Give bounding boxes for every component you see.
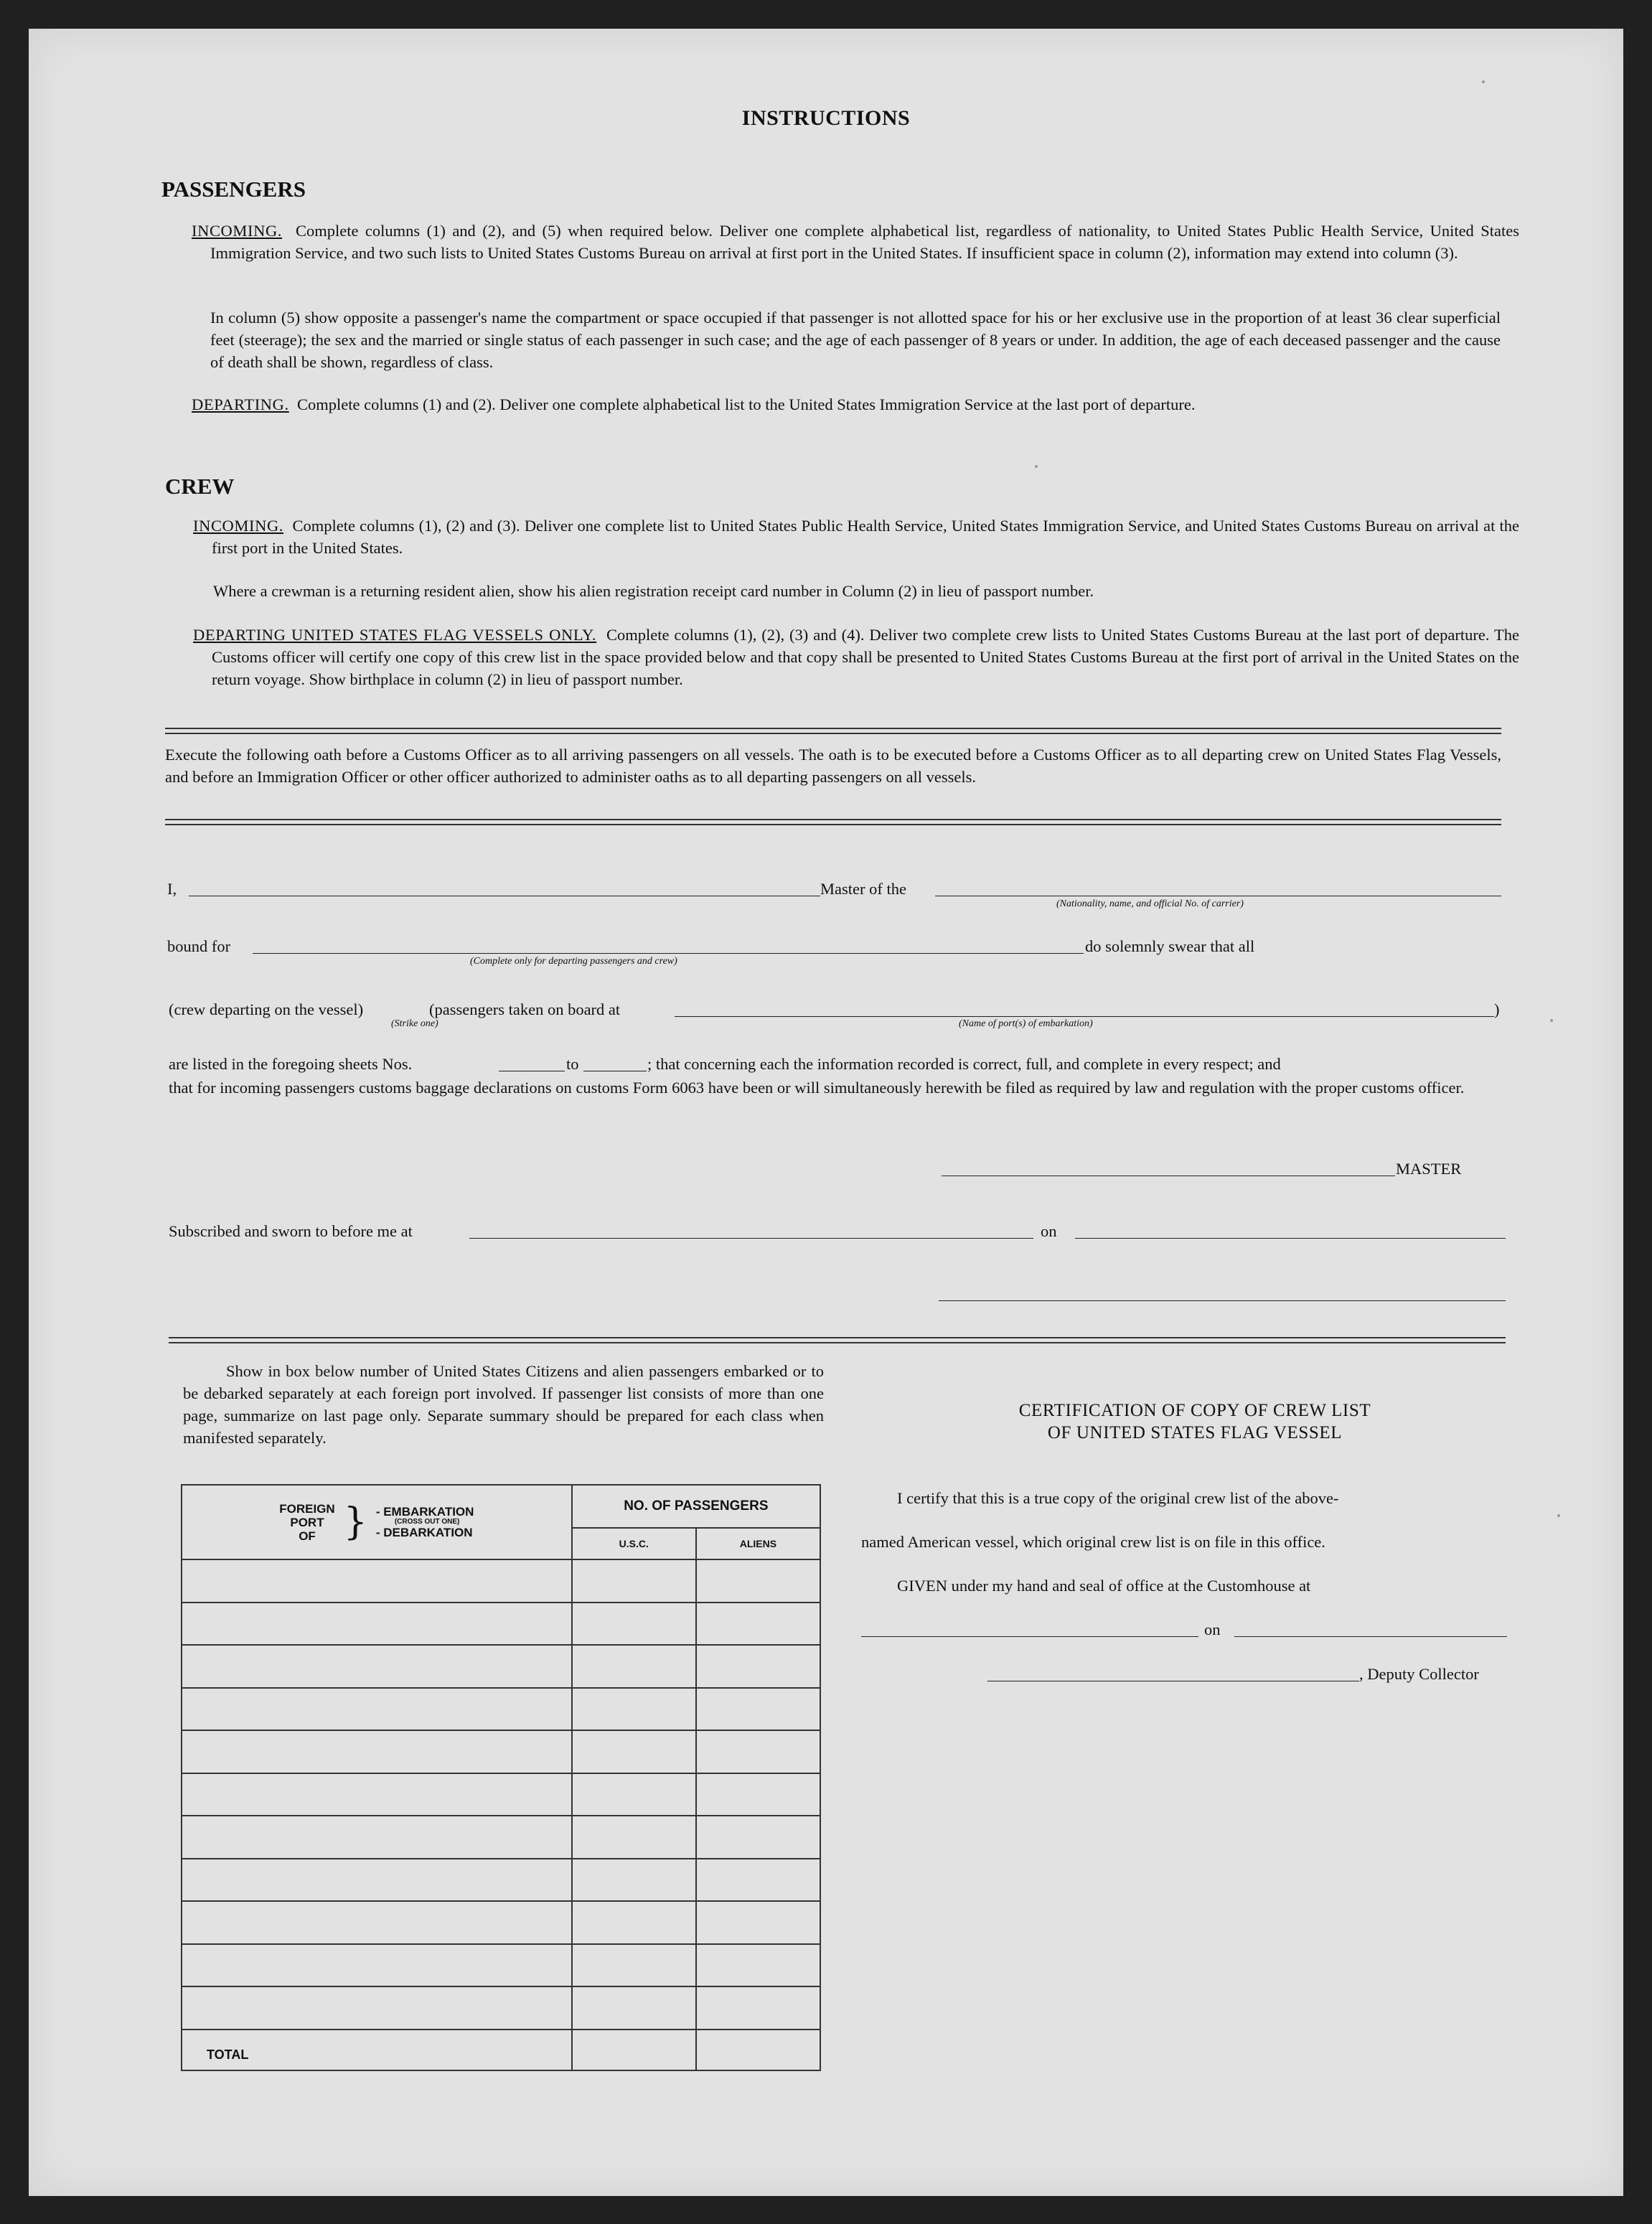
summary-usc-cell[interactable]: [572, 1773, 696, 1816]
scan-speck: [1557, 1514, 1560, 1517]
scan-speck: [1482, 80, 1485, 83]
sworn-date-field[interactable]: [1075, 1238, 1506, 1239]
usc-header: U.S.C.: [572, 1528, 696, 1559]
summary-row: [182, 1901, 820, 1944]
listed-to-label: to: [566, 1055, 579, 1073]
scan-speck: [1550, 1019, 1553, 1022]
passenger-summary-table: [181, 1484, 821, 2071]
port-label: PORT: [290, 1515, 324, 1529]
brace-icon: }: [343, 1501, 367, 1544]
summary-port-cell[interactable]: [182, 1730, 572, 1773]
summary-aliens-cell[interactable]: [696, 1645, 820, 1688]
master-of-the-label: Master of the: [820, 880, 906, 898]
summary-usc-cell[interactable]: [572, 1986, 696, 2030]
passengers-taken-option[interactable]: (passengers taken on board at: [429, 1000, 621, 1018]
passengers-incoming-text: Complete columns (1) and (2), and (5) when required below. Deliver one complete alphabetical list, regardless of nationality, to United States Public Health Service, United States Immigration Service, and two such lists to United States Customs Bureau on arrival at first port in the United States. If insufficient space in column (2), information may extend into column (3).: [210, 222, 1520, 262]
crew-incoming-paragraph: [193, 515, 1519, 559]
nationality-note: (Nationality, name, and official No. of carrier): [1056, 898, 1244, 909]
summary-row: [182, 1688, 820, 1731]
crew-resident-paragraph: Where a crewman is a returning resident alien, show his alien registration receipt card number in Column (2) in lieu of passport number.: [213, 582, 1094, 600]
summary-port-cell[interactable]: [182, 1773, 572, 1816]
departing-only-note: (Complete only for departing passengers and crew): [470, 956, 677, 967]
passengers-incoming-paragraph: [192, 220, 1519, 264]
page-title: INSTRUCTIONS: [741, 106, 911, 130]
officer-signature-field[interactable]: [939, 1300, 1506, 1301]
summary-aliens-cell[interactable]: [696, 1986, 820, 2030]
listed-statement-b: that for incoming passengers customs baggage declarations on customs Form 6063 have been or will simultaneously herewith be filed as required by law and regulation with the proper customs officer.: [169, 1079, 1465, 1097]
summary-aliens-cell[interactable]: [696, 1859, 820, 1902]
summary-aliens-cell[interactable]: [696, 1816, 820, 1859]
summary-usc-cell[interactable]: [572, 1603, 696, 1646]
summary-aliens-cell[interactable]: [696, 1901, 820, 1944]
listed-sheets-label: are listed in the foregoing sheets Nos.: [169, 1055, 413, 1073]
deputy-collector-label: , Deputy Collector: [1359, 1665, 1479, 1683]
summary-port-cell[interactable]: [182, 1859, 572, 1902]
of-label: OF: [299, 1529, 316, 1543]
debarkation-option[interactable]: - DEBARKATION: [375, 1526, 473, 1539]
bound-for-label: bound for: [167, 937, 231, 955]
summary-usc-cell[interactable]: [572, 1730, 696, 1773]
summary-aliens-cell[interactable]: [696, 1688, 820, 1731]
passengers-column5-paragraph: In column (5) show opposite a passenger's name the compartment or space occupied if that passenger is not allotted space for his or her exclusive use in the proportion of at least 36 clear superficial feet (steerage); the sex and the married or single status of each passenger in such case; and the age of each passenger of 8 years or under. In addition, the age of each deceased passenger and the cause of death shall be shown, regardless of class.: [210, 309, 1501, 371]
passengers-incoming-label: INCOMING.: [192, 222, 283, 240]
sworn-place-field[interactable]: [469, 1238, 1033, 1239]
summary-port-cell[interactable]: [182, 1901, 572, 1944]
crew-departing-text: Complete columns (1), (2), (3) and (4). Deliver two complete crew lists to United States Customs Bureau at the last port of departure. The Customs officer will certify one copy of this crew list in the space provided below and that copy shall be presented to United States Customs Bureau at the first port of arrival in the United States on the return voyage. Show birthplace in column (2) in lieu of passport number.: [212, 626, 1519, 688]
crew-departing-paragraph: [193, 624, 1519, 690]
ports-note: (Name of port(s) of embarkation): [959, 1018, 1093, 1029]
no-passengers-header: NO. OF PASSENGERS: [572, 1485, 820, 1528]
passengers-heading: PASSENGERS: [161, 177, 306, 202]
certify-line-1: I certify that this is a true copy of the original crew list of the above-: [897, 1489, 1339, 1507]
embarkation-ports-field[interactable]: [675, 1016, 1494, 1017]
divider-double: [169, 1337, 1506, 1343]
summary-port-cell[interactable]: [182, 1559, 572, 1603]
summary-aliens-cell[interactable]: [696, 1944, 820, 1987]
summary-usc-cell[interactable]: [572, 1859, 696, 1902]
certification-heading: [861, 1399, 1529, 1444]
close-paren: ): [1494, 1000, 1500, 1018]
passengers-departing-paragraph: [192, 393, 1519, 416]
bound-for-field[interactable]: [253, 953, 1084, 954]
summary-aliens-cell[interactable]: [696, 1773, 820, 1816]
summary-row: [182, 1559, 820, 1603]
total-aliens-cell[interactable]: [696, 2030, 820, 2070]
summary-port-cell[interactable]: [182, 1645, 572, 1688]
crew-incoming-text: Complete columns (1), (2) and (3). Deliver one complete list to United States Public Health Service, United States Immigration Service, and United States Customs Bureau on arrival at the first port in the United States.: [212, 517, 1520, 557]
summary-row: [182, 1944, 820, 1987]
total-label: TOTAL: [182, 2030, 572, 2070]
summary-port-cell[interactable]: [182, 1688, 572, 1731]
summary-row: [182, 1986, 820, 2030]
summary-aliens-cell[interactable]: [696, 1603, 820, 1646]
certification-heading-line-2: OF UNITED STATES FLAG VESSEL: [1047, 1423, 1343, 1442]
crew-departing-option[interactable]: (crew departing on the vessel): [169, 1000, 364, 1018]
certification-heading-line-1: CERTIFICATION OF COPY OF CREW LIST: [1018, 1401, 1371, 1420]
crew-incoming-label: INCOMING.: [193, 517, 284, 535]
summary-instructions: Show in box below number of United States Citizens and alien passengers embarked or to be debarked separately at each foreign port involved. If passenger list consists of more than one page, summarize on last page only. Separate summary should be prepared for each class when manifested separately.: [183, 1362, 824, 1447]
passengers-departing-text: Complete columns (1) and (2). Deliver one complete alphabetical list to the United States Immigration Service at the last port of departure.: [296, 395, 1196, 413]
summary-port-cell[interactable]: [182, 1944, 572, 1987]
certification-on-label: on: [1204, 1620, 1221, 1638]
total-row: [182, 2030, 820, 2070]
summary-usc-cell[interactable]: [572, 1559, 696, 1603]
scan-speck: [1035, 465, 1038, 468]
summary-port-cell[interactable]: [182, 1986, 572, 2030]
summary-usc-cell[interactable]: [572, 1944, 696, 1987]
summary-usc-cell[interactable]: [572, 1645, 696, 1688]
certify-line-2: named American vessel, which original crew list is on file in this office.: [861, 1533, 1325, 1551]
summary-usc-cell[interactable]: [572, 1688, 696, 1731]
summary-row: [182, 1730, 820, 1773]
master-label: MASTER: [1396, 1160, 1462, 1178]
summary-port-cell[interactable]: [182, 1816, 572, 1859]
oath-instructions: Execute the following oath before a Customs Officer as to all arriving passengers on all vessels. The oath is to be executed before a Customs Officer as to all departing crew on United States Flag Vessels, and before an Immigration Officer or other officer authorized to administer oaths as to all departing passengers on all vessels.: [165, 746, 1501, 786]
divider-double: [165, 728, 1501, 734]
customhouse-field[interactable]: [861, 1636, 1198, 1637]
subscribed-label: Subscribed and sworn to before me at: [169, 1222, 413, 1240]
foreign-label: FOREIGN: [279, 1501, 335, 1516]
swear-label: do solemnly swear that all: [1085, 937, 1255, 955]
strike-one-note: (Strike one): [391, 1018, 438, 1029]
summary-row: [182, 1645, 820, 1688]
given-line: GIVEN under my hand and seal of office at the Customhouse at: [897, 1577, 1311, 1595]
summary-row: [182, 1816, 820, 1859]
document-page: [29, 29, 1623, 2196]
listed-statement-a: ; that concerning each the information recorded is correct, full, and complete in every respect; and: [647, 1055, 1281, 1073]
summary-port-cell[interactable]: [182, 1603, 572, 1646]
summary-aliens-cell[interactable]: [696, 1730, 820, 1773]
sworn-on-label: on: [1041, 1222, 1057, 1240]
summary-aliens-cell[interactable]: [696, 1559, 820, 1603]
divider-double: [165, 819, 1501, 825]
summary-row: [182, 1859, 820, 1902]
cross-out-note: (CROSS OUT ONE): [394, 1518, 460, 1526]
summary-row: [182, 1603, 820, 1646]
passengers-departing-label: DEPARTING.: [192, 395, 289, 413]
foreign-port-header: [182, 1485, 572, 1559]
summary-usc-cell[interactable]: [572, 1816, 696, 1859]
aliens-header: ALIENS: [696, 1528, 820, 1559]
summary-row: [182, 1773, 820, 1816]
total-usc-cell[interactable]: [572, 2030, 696, 2070]
certification-date-field[interactable]: [1234, 1636, 1507, 1637]
crew-heading: CREW: [165, 474, 235, 499]
embarkation-option[interactable]: - EMBARKATION: [375, 1505, 474, 1519]
oath-i-label: I,: [167, 880, 177, 898]
summary-usc-cell[interactable]: [572, 1901, 696, 1944]
crew-departing-label: DEPARTING UNITED STATES FLAG VESSELS ONLY.: [193, 626, 597, 644]
